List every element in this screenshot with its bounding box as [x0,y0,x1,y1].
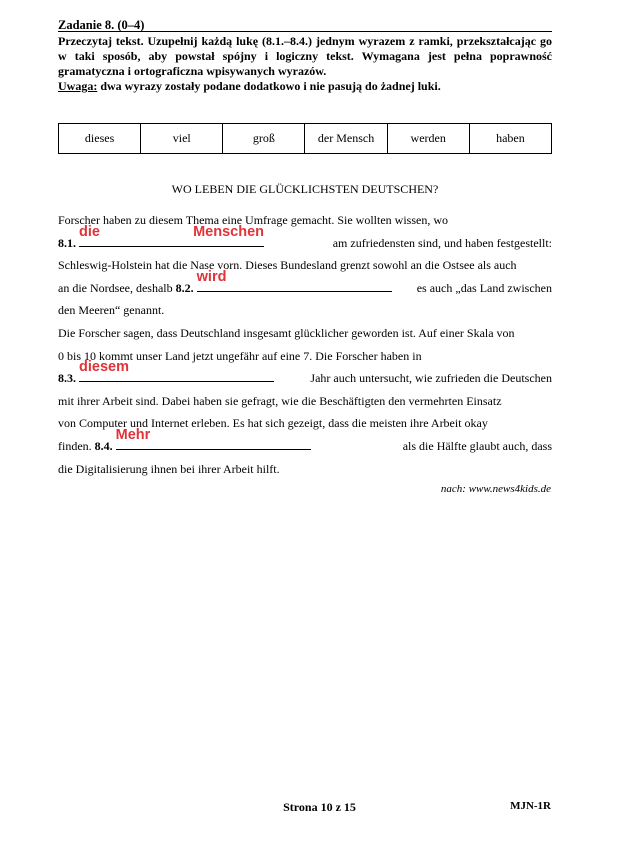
gap-number: 8.3. [58,371,76,386]
text-line: Schleswig-Holstein hat die Nase vorn. Dieses Bundesland grenzt sowohl an die Ostsee als auch [58,258,517,273]
exam-code: MJN-1R [510,800,551,812]
text-line: die Digitalisierung ihnen bei ihrer Arbeit hilft. [58,461,280,476]
text-line: 0 bis 10 kommt unser Land jetzt ungefähr auf eine 7. Die Forscher haben in [58,348,422,363]
word-box-item: viel [141,124,223,154]
task-header [58,16,552,32]
text-line-gap-1: 8.1. die Menschen am zufriedensten sind, und haben festgestellt: [58,232,552,255]
gap-8-3[interactable] [79,359,274,382]
page-number: Strona 10 z 15 [283,800,356,814]
answer-8-4: Mehr [115,426,151,443]
word-box-item: groß [223,124,305,154]
text-line-gap-4: finden. 8.4. Mehr als die Hälfte glaubt auch, dass [58,435,552,458]
answer-8-2: wird [196,268,227,285]
gap-8-1[interactable] [79,223,264,247]
task-instruction [58,34,552,94]
gap-8-4[interactable] [115,426,311,450]
text-line: mit ihrer Arbeit sind. Dabei haben sie gefragt, wie die Beschäftigten den vermehrten Einsatz [58,393,502,408]
text-line: Forscher haben zu diesem Thema eine Umfrage gemacht. Sie wollten wissen, wo [58,213,448,227]
note-text: dwa wyrazy zostały podane dodatkowo i nie pasują do żadnej luki. [97,79,441,93]
gap-number: 8.1. [58,235,76,250]
text-line-gap-2: an die Nordsee, deshalb 8.2. wird es auch „das Land zwischen [58,277,552,300]
answer-8-1: die Menschen [79,223,264,240]
answer-8-3: diesem [79,359,129,376]
gap-number: 8.2. [175,280,194,295]
text-line: von Computer und Internet erleben. Es hat sich gezeigt, dass die meisten ihre Arbeit okay [58,416,488,431]
task-block [58,16,552,94]
instruction-text: Przeczytaj tekst. Uzupełnij każdą lukę (8.1.–8.4.) jednym wyrazem z ramki, przekształcając go w taki sposób, aby powstał spójny i logiczny tekst. Wymagana jest pełna poprawność gramatyczna i ortograficzna wpisywanych wyrazów. [58,34,552,78]
source-citation: nach: www.news4kids.de [440,483,551,495]
word-box-item: der Mensch [305,124,387,154]
word-box-item: werden [387,124,469,154]
article-title: WO LEBEN DIE GLÜCKLICHSTEN DEUTSCHEN? [171,182,439,196]
task-title: Zadanie 8. (0–4) [58,18,145,32]
text-line-gap-3: 8.3. diesem Jahr auch untersucht, wie zufrieden die Deutschen [58,367,552,390]
word-box-item: haben [469,124,551,154]
word-box-item: dieses [59,124,141,154]
gap-8-2[interactable] [196,268,392,292]
text-line: den Meeren“ genannt. [58,303,165,318]
gap-number: 8.4. [94,438,113,453]
text-line: Die Forscher sagen, dass Deutschland insgesamt glücklicher geworden ist. Auf einer Skala von [58,325,515,340]
word-box [58,123,552,154]
note-label: Uwaga: [58,79,98,93]
article-body [58,209,552,480]
